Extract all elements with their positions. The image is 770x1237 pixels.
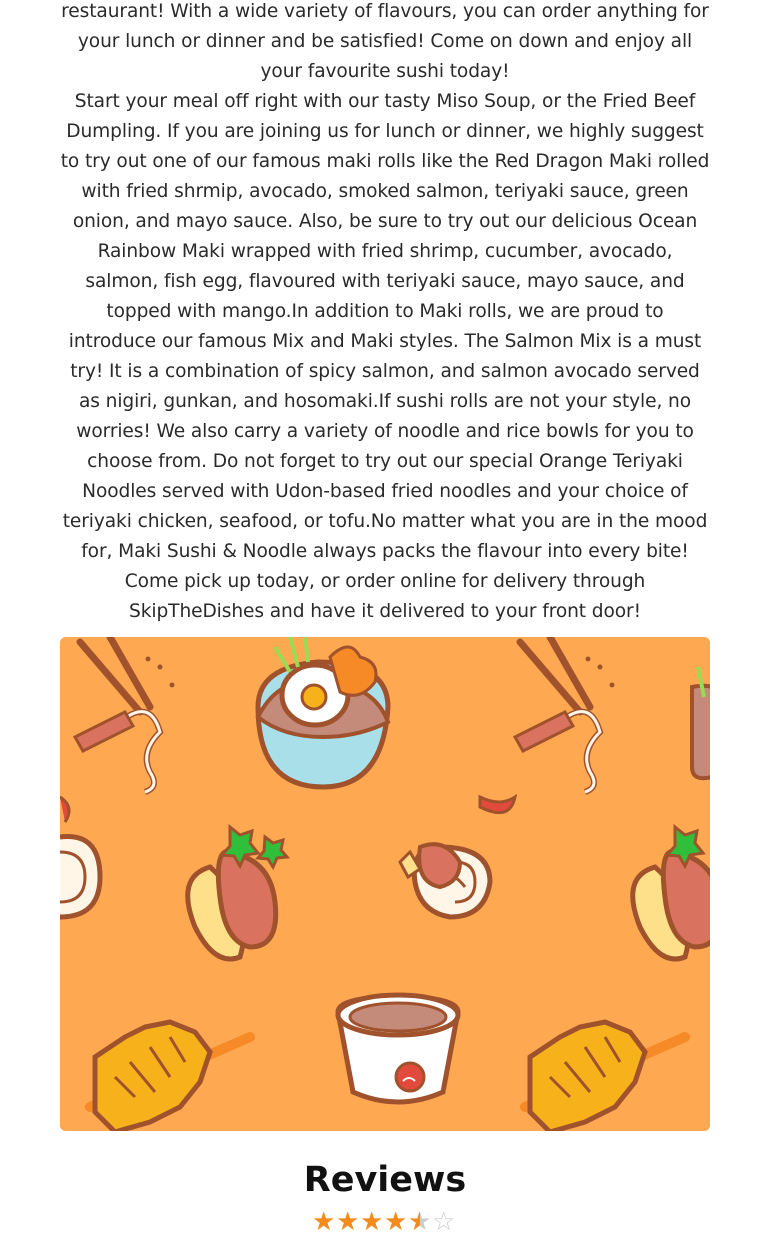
star-full-icon: ★	[384, 1207, 408, 1237]
cup-noodle-icon	[338, 995, 458, 1102]
star-empty-icon: ☆	[432, 1207, 456, 1237]
description-paragraph-1: restaurant! With a wide variety of flavours, you can order anything for your lunch or dinner and be satisfied! Come on down and enjoy all your favourite sushi today!	[61, 1, 709, 82]
star-half-icon: ★	[408, 1207, 432, 1237]
reviews-heading: Reviews	[303, 1160, 467, 1200]
star-rating	[312, 1207, 456, 1237]
description-paragraph-2: Start your meal off right with our tasty Miso Soup, or the Fried Beef Dumpling. If you are joining us for lunch or dinner, we highly suggest to try out one of our famous maki rolls like the Red Dragon Maki rolled with fried shrmip, avocado, smoked salmon, teriyaki sauce, green onion, and mayo sauce. Also, be sure to try out our delicious Ocean Rainbow Maki wrapped with fried shrimp, cucumber, avocado, salmon, fish egg, flavoured with teriyaki sauce, mayo sauce, and topped with mango.In addition to Maki rolls, we are proud to introduce our famous Mix and Maki styles. The Salmon Mix is a must try! It is a combination of spicy salmon, and salmon avocado served as nigiri, gunkan, and hosomaki.If sushi rolls are not your style, no worries! We also carry a variety of noodle and rice bowls for you to choose from. Do not forget to try out our special Orange Teriyaki Noodles served with Udon-based fried noodles and your choice of teriyaki chicken, seafood, or tofu.No matter what you are in the mood for, Maki Sushi & Noodle always packs the flavour into every bite! Come pick up today, or order online for delivery through SkipTheDishes and have it delivered to your front door!	[60, 91, 710, 622]
food-pattern-banner	[60, 637, 710, 1131]
star-full-icon: ★	[336, 1207, 360, 1237]
star-full-icon: ★	[312, 1207, 336, 1237]
restaurant-description	[60, 0, 710, 627]
star-full-icon: ★	[360, 1207, 384, 1237]
